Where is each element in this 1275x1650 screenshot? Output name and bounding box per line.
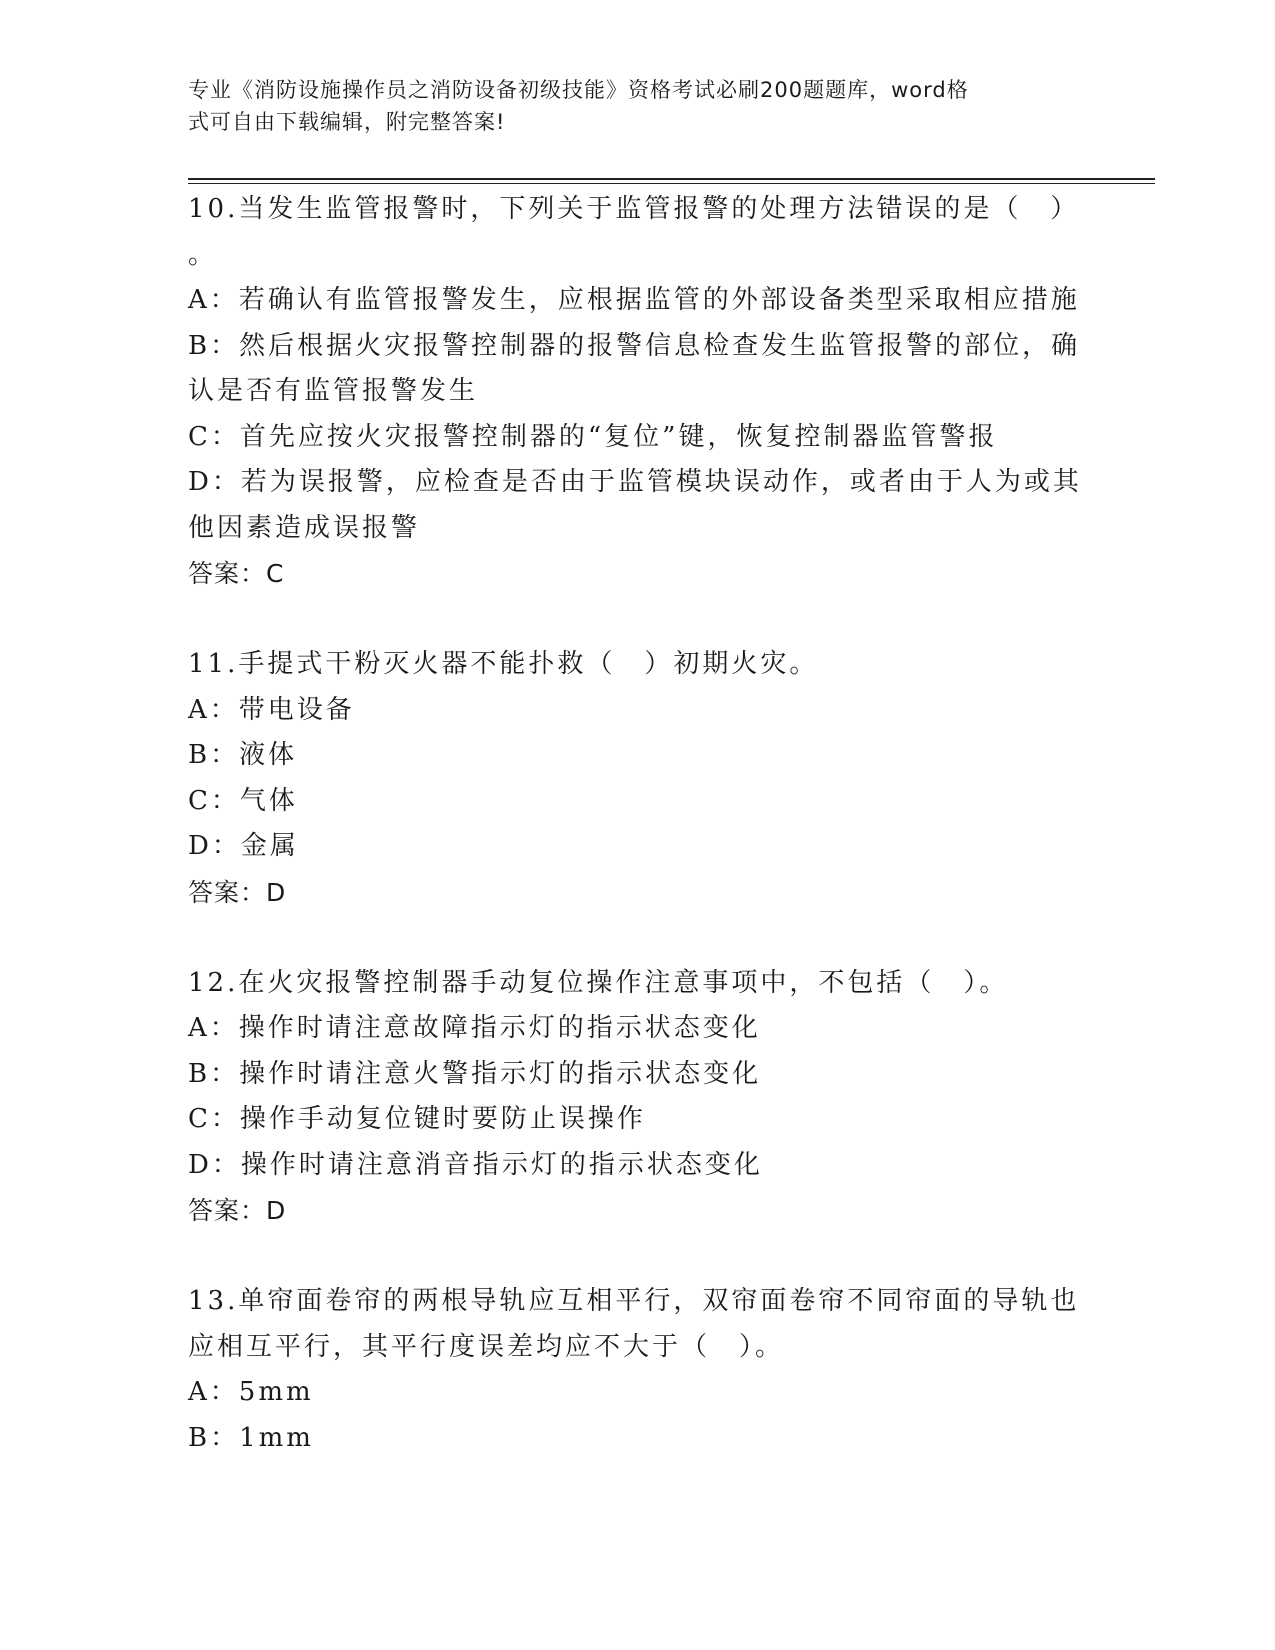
header-divider-thick: [188, 178, 1155, 180]
header-line-2: 式可自由下载编辑，附完整答案!: [188, 110, 506, 134]
header-divider-thin: [188, 183, 1155, 184]
option-line: B：1mm: [188, 1422, 314, 1453]
question-spacer: [188, 915, 1088, 961]
option-line: A：若确认有监管报警发生，应根据监管的外部设备类型采取相应措施: [188, 285, 1080, 315]
option-line: A：带电设备: [188, 694, 355, 725]
option-line: B：液体: [188, 740, 298, 770]
answer-line: 答案：C: [188, 559, 285, 588]
question-stem-line: 13.单帘面卷帘的两根导轨应互相平行，双帘面卷帘不同帘面的导轨也: [188, 1286, 1080, 1316]
answer-line: 答案：D: [188, 1196, 287, 1225]
document-header: [188, 74, 1068, 138]
option-line: C：气体: [188, 785, 298, 816]
question-block: [188, 1279, 1088, 1461]
option-line: B：操作时请注意火警指示灯的指示状态变化: [188, 1058, 762, 1089]
option-line: A：操作时请注意故障指示灯的指示状态变化: [188, 1013, 761, 1043]
question-block: [188, 187, 1088, 642]
question-spacer: [188, 1234, 1088, 1280]
option-line: C：首先应按火灾报警控制器的“复位”键，恢复控制器监管警报: [188, 421, 998, 452]
option-line: B：然后根据火灾报警控制器的报警信息检查发生监管报警的部位，确: [188, 330, 1081, 361]
question-spacer: [188, 597, 1088, 643]
question-list: [188, 187, 1088, 1461]
option-line: D：操作时请注意消音指示灯的指示状态变化: [188, 1149, 763, 1180]
option-line: D：若为误报警，应检查是否由于监管模块误动作，或者由于人为或其: [188, 467, 1082, 497]
question-block: [188, 961, 1088, 1280]
answer-line: 答案：D: [188, 877, 287, 907]
question-stem-line: 11.手提式干粉灭火器不能扑救（ ）初期火灾。: [188, 649, 819, 679]
question-block: [188, 642, 1088, 961]
question-stem-line: 12.在火灾报警控制器手动复位操作注意事项中，不包括（ ）。: [188, 967, 1009, 998]
option-line: A：5mm: [188, 1377, 314, 1407]
option-line: 认是否有监管报警发生: [188, 376, 479, 406]
header-line-1: 专业《消防设施操作员之消防设备初级技能》资格考试必刷200题题库，word格: [188, 78, 969, 102]
option-line: 他因素造成误报警: [188, 512, 421, 543]
question-stem-line: 10.当发生监管报警时，下列关于监管报警的处理方法错误的是（ ）: [188, 194, 1080, 224]
option-line: C：操作手动复位键时要防止误操作: [188, 1104, 646, 1134]
question-stem-line: 。: [188, 239, 218, 270]
question-stem-line: 应相互平行，其平行度误差均应不大于（ ）。: [188, 1331, 785, 1362]
option-line: D：金属: [188, 831, 299, 861]
